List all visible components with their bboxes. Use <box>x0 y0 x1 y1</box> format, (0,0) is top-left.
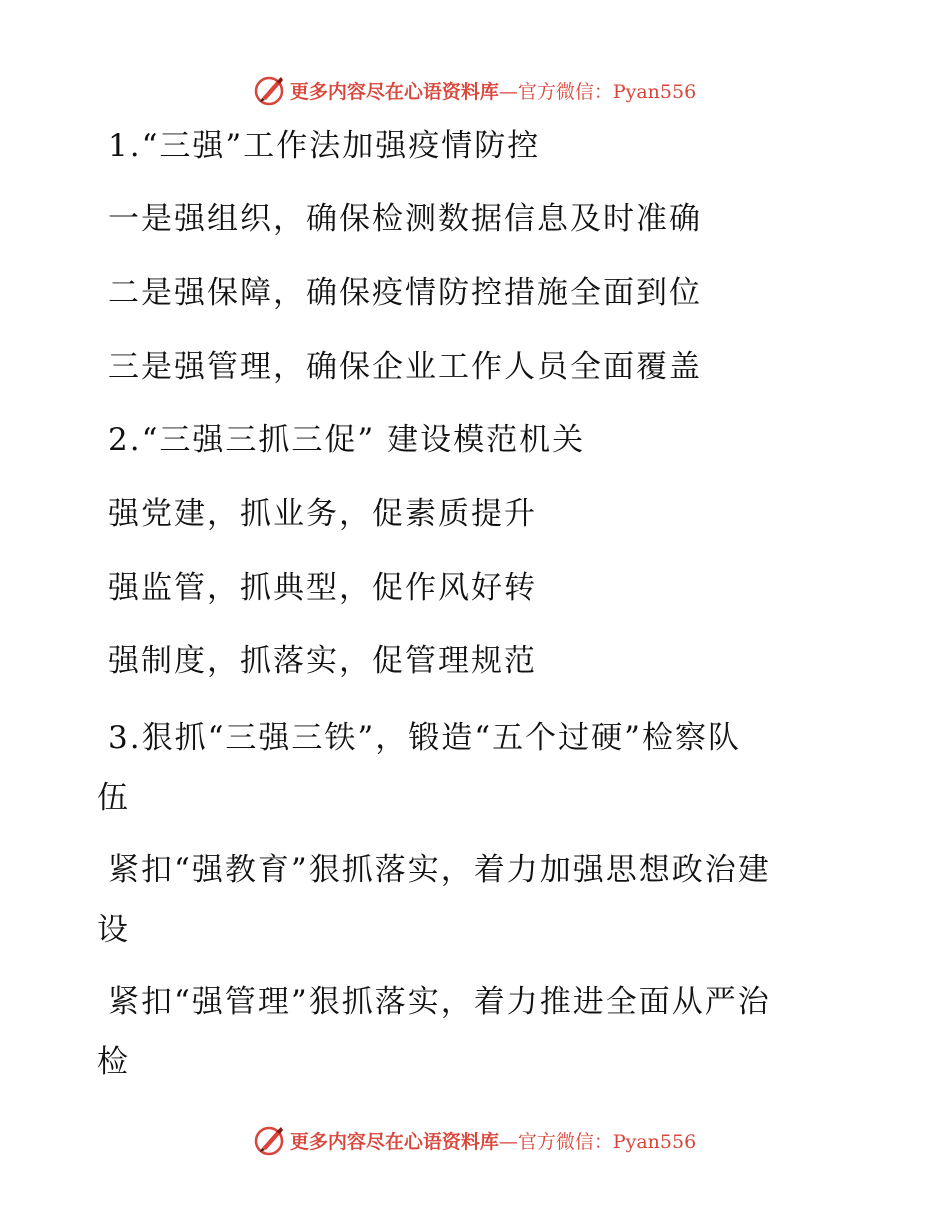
paragraph-line: 一是强组织，确保检测数据信息及时准确 <box>108 201 702 237</box>
paragraph-line: 紧扣“强管理”狠抓落实，着力推进全面从严治 <box>108 984 771 1020</box>
paragraph-line: 三是强管理，确保企业工作人员全面覆盖 <box>108 349 702 385</box>
heading-3: 3.狠抓“三强三铁”，锻造“五个过硬”检察队 <box>108 720 741 756</box>
header-watermark <box>0 70 950 110</box>
footer-watermark <box>0 1120 950 1160</box>
heading-3-continuation: 伍 <box>97 780 130 816</box>
watermark-text: 更多内容尽在心语资料库—官方微信：Pyan556 <box>289 80 697 103</box>
paragraph-continuation: 检 <box>97 1044 130 1080</box>
pen-logo-icon <box>254 1124 286 1156</box>
heading-1: 1.“三强”工作法加强疫情防控 <box>108 128 541 164</box>
paragraph-line: 强制度，抓落实，促管理规范 <box>108 643 537 679</box>
paragraph-line: 强党建，抓业务，促素质提升 <box>108 496 537 532</box>
paragraph-continuation: 设 <box>97 912 130 948</box>
heading-2: 2.“三强三抓三促” 建设模范机关 <box>108 422 586 458</box>
paragraph-line: 二是强保障，确保疫情防控措施全面到位 <box>108 275 702 311</box>
paragraph-line: 紧扣“强教育”狠抓落实，着力加强思想政治建 <box>108 852 771 888</box>
watermark-text: 更多内容尽在心语资料库—官方微信：Pyan556 <box>289 1130 697 1153</box>
pen-logo-icon <box>254 74 286 106</box>
paragraph-line: 强监管，抓典型，促作风好转 <box>108 570 537 606</box>
